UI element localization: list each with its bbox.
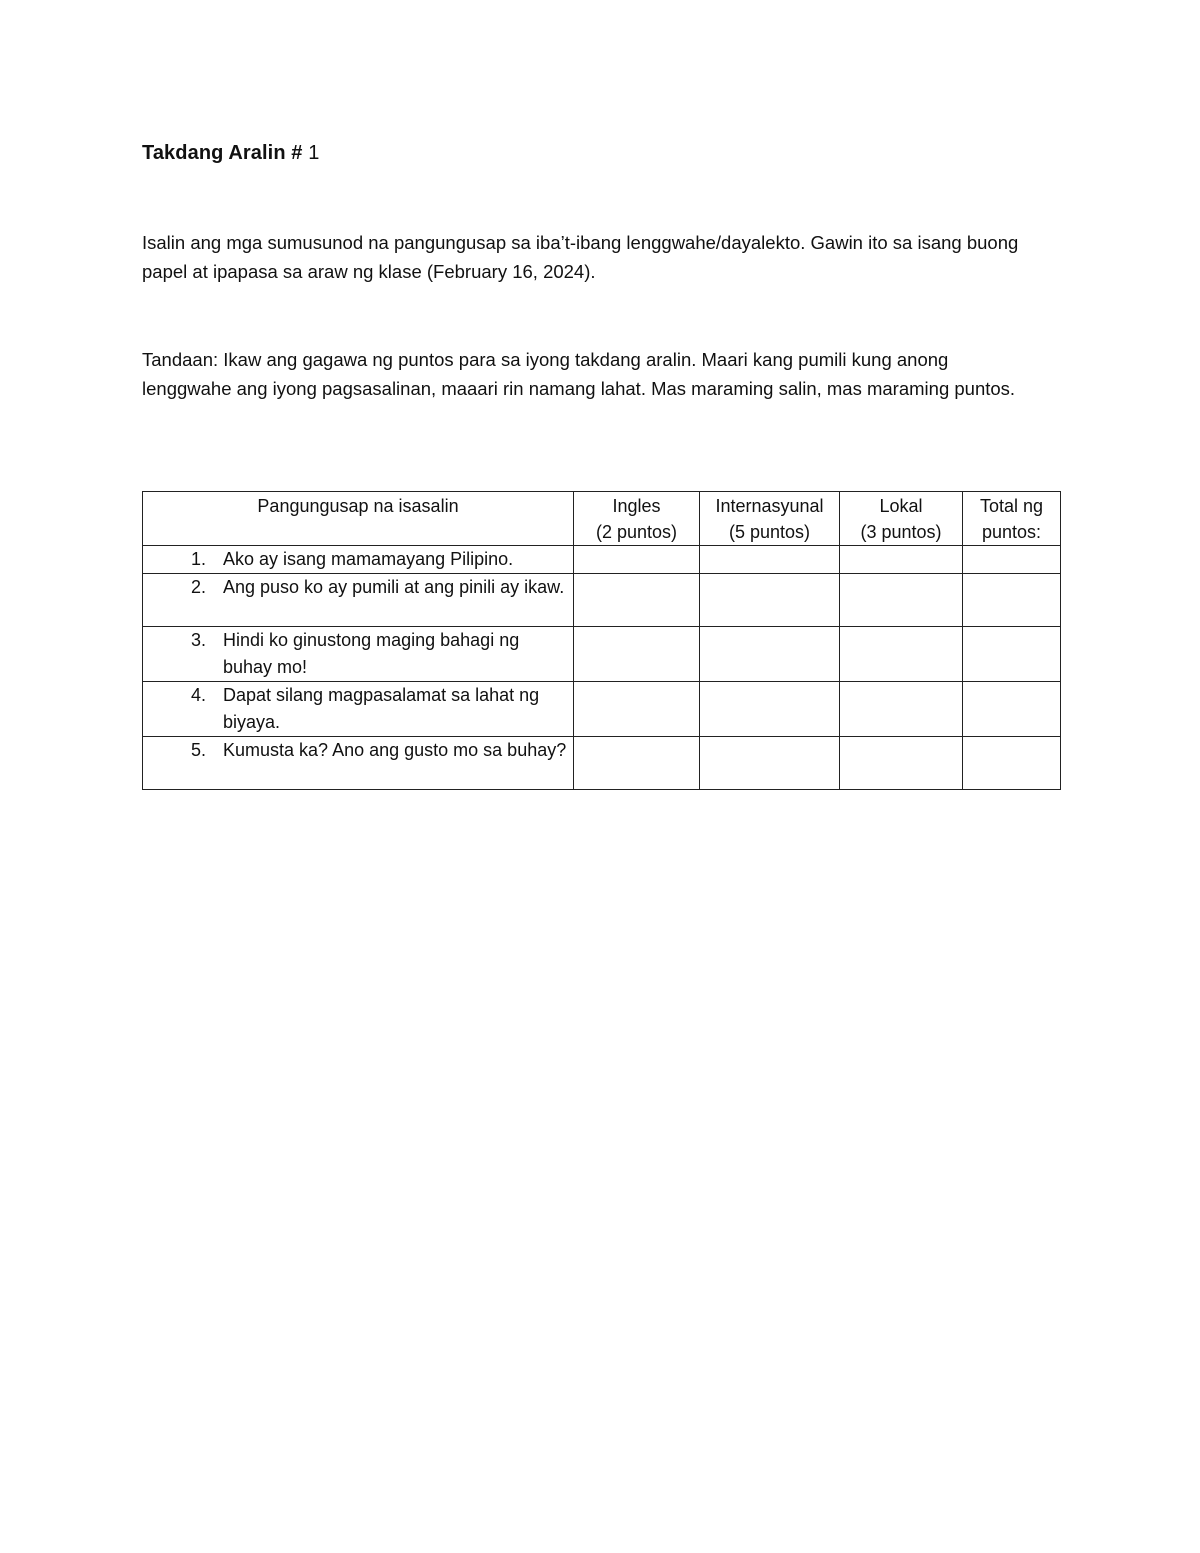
sentence-cell	[143, 627, 574, 682]
header-points: (5 puntos)	[728, 522, 811, 542]
translation-table	[142, 491, 1061, 790]
local-cell[interactable]	[840, 737, 963, 790]
row-sentence: Kumusta ka? Ano ang gusto mo sa buhay?	[223, 740, 567, 760]
sentence-cell	[143, 574, 574, 627]
international-cell[interactable]	[700, 546, 840, 574]
title-text: Takdang Aralin #	[142, 142, 303, 164]
header-points: (3 puntos)	[860, 522, 942, 542]
table-row	[143, 574, 1061, 627]
international-cell[interactable]	[700, 737, 840, 790]
row-sentence: Ang puso ko ay pumili at ang pinili ay ikaw.	[223, 577, 565, 597]
header-total	[963, 492, 1061, 546]
english-cell[interactable]	[574, 682, 700, 737]
local-cell[interactable]	[840, 574, 963, 627]
header-line: Pangungusap na isasalin	[257, 496, 459, 516]
local-cell[interactable]	[840, 546, 963, 574]
total-cell[interactable]	[963, 627, 1061, 682]
header-international	[700, 492, 840, 546]
table-row	[143, 737, 1061, 790]
table-header-row	[143, 492, 1061, 546]
header-points: (2 puntos)	[595, 522, 678, 542]
total-cell[interactable]	[963, 737, 1061, 790]
header-english	[574, 492, 700, 546]
sentence-cell	[143, 682, 574, 737]
row-sentence: Hindi ko ginustong maging bahagi ng buhay mo!	[223, 630, 520, 677]
local-cell[interactable]	[840, 682, 963, 737]
row-number: 1.	[190, 549, 206, 569]
row-number: 3.	[190, 630, 206, 650]
english-cell[interactable]	[574, 574, 700, 627]
row-number: 4.	[190, 685, 206, 705]
instructions-paragraph: Isalin ang mga sumusunod na pangungusap sa iba’t-ibang lenggwahe/dayalekto. Gawin ito sa isang buong papel at ipapasa sa araw ng klase (February 16, 2024).	[142, 232, 1019, 282]
row-sentence: Ako ay isang mamamayang Pilipino.	[223, 549, 514, 569]
page-title	[142, 142, 319, 165]
total-cell[interactable]	[963, 574, 1061, 627]
sentence-cell	[143, 546, 574, 574]
header-line: Total ng	[979, 496, 1044, 516]
english-cell[interactable]	[574, 546, 700, 574]
international-cell[interactable]	[700, 682, 840, 737]
row-number: 5.	[190, 740, 206, 760]
header-line: Internasyunal	[715, 496, 824, 516]
english-cell[interactable]	[574, 737, 700, 790]
sentence-cell	[143, 737, 574, 790]
local-cell[interactable]	[840, 627, 963, 682]
header-sentence	[143, 492, 574, 546]
row-sentence: Dapat silang magpasalamat sa lahat ng biyaya.	[223, 685, 540, 732]
row-number: 2.	[190, 577, 206, 597]
total-cell[interactable]	[963, 682, 1061, 737]
international-cell[interactable]	[700, 627, 840, 682]
header-points: puntos:	[981, 522, 1042, 542]
table-row	[143, 546, 1061, 574]
header-local	[840, 492, 963, 546]
header-line: Ingles	[612, 496, 661, 516]
header-line: Lokal	[879, 496, 923, 516]
table-row	[143, 682, 1061, 737]
english-cell[interactable]	[574, 627, 700, 682]
table-row	[143, 627, 1061, 682]
total-cell[interactable]	[963, 546, 1061, 574]
title-number: 1	[302, 142, 320, 164]
international-cell[interactable]	[700, 574, 840, 627]
reminder-paragraph: Tandaan: Ikaw ang gagawa ng puntos para sa iyong takdang aralin. Maari kang pumili kung anong lenggwahe ang iyong pagsasalinan, maaari rin namang lahat. Mas maraming salin, mas maraming puntos.	[142, 349, 1016, 399]
